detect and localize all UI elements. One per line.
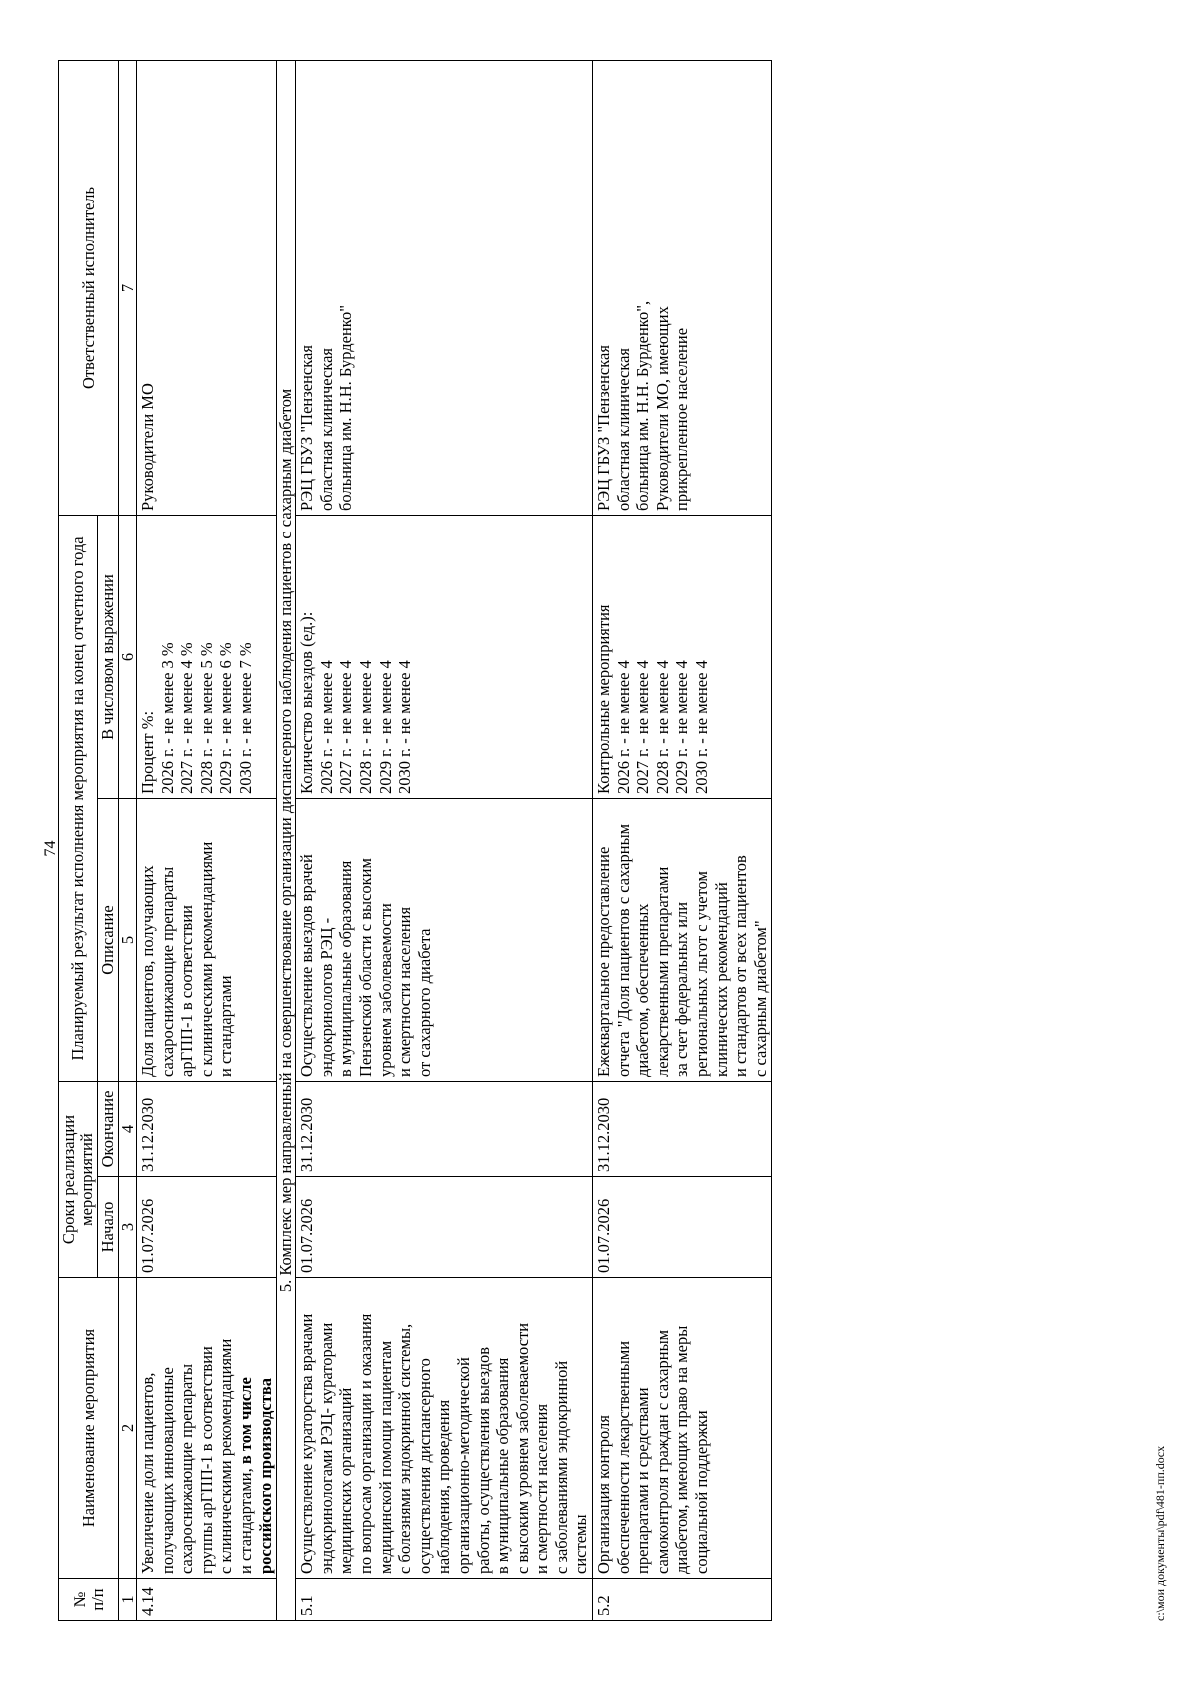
end-date: 31.12.2030: [137, 1081, 277, 1176]
start-date: 01.07.2026: [296, 1177, 593, 1278]
row-number: 5.2: [593, 1579, 772, 1621]
header-num: № п/п: [59, 1579, 119, 1621]
end-date: 31.12.2030: [593, 1081, 772, 1176]
measure-name: [137, 1278, 277, 1579]
row-number: 5.1: [296, 1579, 593, 1621]
header-description: Описание: [98, 798, 119, 1081]
column-number: 6: [119, 515, 137, 798]
responsible: РЭЦ ГБУЗ "Пензенская областная клиническая больница им. Н.Н. Бурденко", Руководители МО, имеющих прикрепленное население: [593, 60, 772, 515]
responsible: Руководители МО: [137, 60, 277, 515]
header-period: Сроки реализации мероприятий: [59, 1081, 98, 1277]
start-date: 01.07.2026: [593, 1177, 772, 1278]
column-number: 2: [119, 1278, 137, 1579]
header-start: Начало: [98, 1177, 119, 1278]
result-description: Доля пациентов, получающих сахароснижающие препараты арГПП-1 в соответствии с клиническими рекомендациями и стандартами: [137, 798, 277, 1081]
measure-name-bold-text: в том числе российского производства: [235, 1377, 275, 1574]
column-number: 4: [119, 1081, 137, 1176]
table-row: [296, 60, 593, 1620]
section-row: [277, 60, 296, 1620]
column-number: 3: [119, 1177, 137, 1278]
start-date: 01.07.2026: [137, 1177, 277, 1278]
header-responsible: Ответственный исполнитель: [59, 60, 119, 515]
column-number-row: [119, 60, 137, 1620]
column-number: 5: [119, 798, 137, 1081]
header-result: Планируемый результат исполнения мероприятия на конец отчетного года: [59, 515, 98, 1081]
end-date: 31.12.2030: [296, 1081, 593, 1176]
column-number: 7: [119, 60, 137, 515]
header-name: Наименование мероприятия: [59, 1278, 119, 1579]
header-end: Окончание: [98, 1081, 119, 1176]
file-path-footer: c:\мои документы\pdf\481-пп.docx: [1153, 1445, 1167, 1621]
table-row: [593, 60, 772, 1620]
result-numeric: Процент %: 2026 г. - не менее 3 % 2027 г. - не менее 4 % 2028 г. - не менее 5 % 2029 г. - не менее 6 % 2030 г. - не менее 7 %: [137, 515, 277, 798]
row-number: 4.14: [137, 1579, 277, 1621]
result-description: Ежеквартальное предоставление отчета "Доля пациентов с сахарным диабетом, обеспеченных лекарственными препаратами за счет федеральных или региональных льгот с учетом клинических рекомендаций и стандартов от всех пациентов с сахарным диабетом": [593, 798, 772, 1081]
measure-name: Организация контроля обеспеченности лекарственными препаратами и средствами самоконтроля граждан с сахарным диабетом, имеющих право на меры социальной поддержки: [593, 1278, 772, 1579]
result-numeric: Контрольные мероприятия 2026 г. - не менее 4 2027 г. - не менее 4 2028 г. - не менее 4 2029 г. - не менее 4 2030 г. - не менее 4: [593, 515, 772, 798]
result-numeric: Количество выездов (ед.): 2026 г. - не менее 4 2027 г. - не менее 4 2028 г. - не менее 4 2029 г. - не менее 4 2030 г. - не менее 4: [296, 515, 593, 798]
header-numeric: В числовом выражении: [98, 515, 119, 798]
measure-name: Осуществление кураторства врачами эндокринологами РЭЦ- кураторами медицинских организаций по вопросам организации и оказания медицинской помощи пациентам с болезнями эндокринной системы, осуществления диспансерного наблюдения, проведения организационно-методической работы, осуществления выездов в муниципальные образования с высоким уровнем заболеваемости и смертности населения с заболеваниями эндокринной системы: [296, 1278, 593, 1579]
column-number: 1: [119, 1579, 137, 1621]
result-description: Осуществление выездов врачей эндокринологов РЭЦ - в муниципальные образования Пензенской области с высоким уровнем заболеваемости и смертности населения от сахарного диабета: [296, 798, 593, 1081]
table-row: [137, 60, 277, 1620]
measures-table: [58, 60, 772, 1621]
section-title: 5. Комплекс мер направленный на совершенствование организации диспансерного наблюдения пациентов с сахарным диабетом: [277, 60, 296, 1620]
measure-name-text: Увеличение доли пациентов, получающих инновационные сахароснижающие препараты группы арГПП-1 в соответствии с клиническими рекомендациями и стандартами,: [138, 1338, 255, 1574]
page-number: 74: [42, 840, 59, 857]
header-row-1: [59, 60, 98, 1620]
responsible: РЭЦ ГБУЗ "Пензенская областная клиническая больница им. Н.Н. Бурденко": [296, 60, 593, 515]
